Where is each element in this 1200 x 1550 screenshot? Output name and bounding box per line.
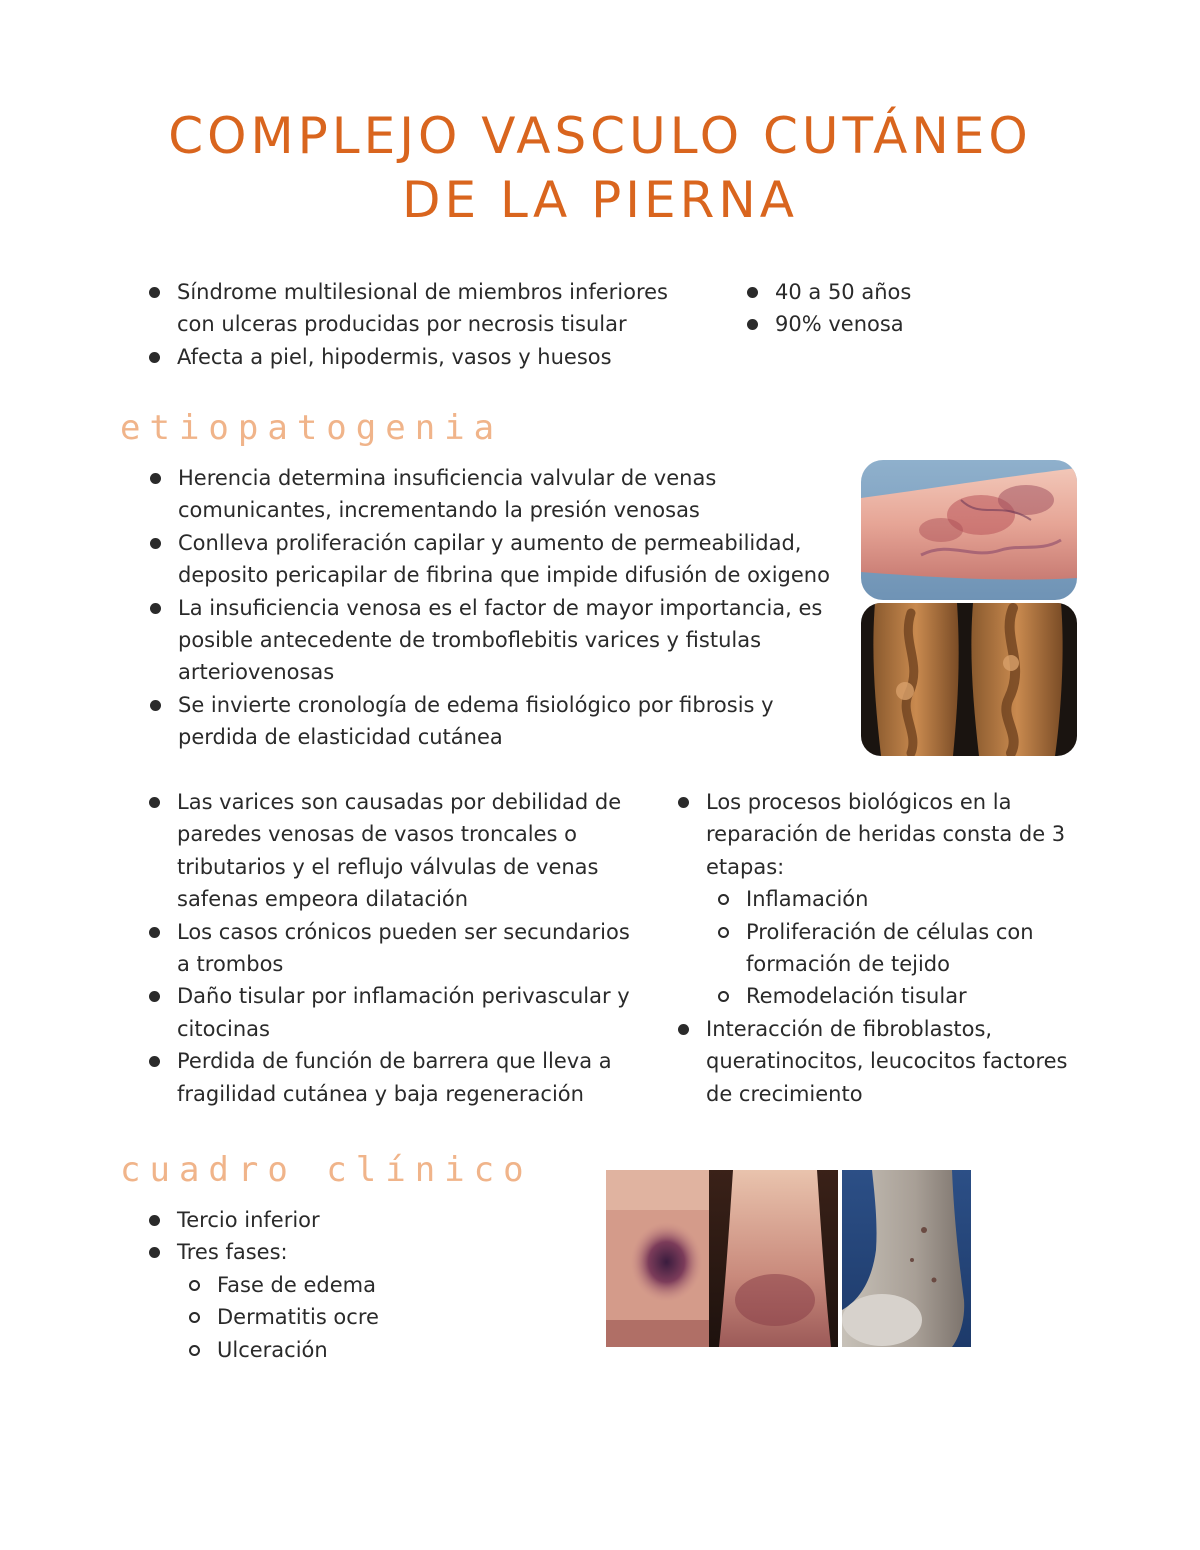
- photo-ulceracion-image: [842, 1170, 971, 1347]
- photo-dermatitis-ocre: [709, 1170, 838, 1347]
- photo-arm-varicose-image: [861, 460, 1077, 600]
- title-line-1: COMPLEJO VASCULO CUTÁNEO: [168, 107, 1032, 165]
- list-item: Las varices son causadas por debilidad de paredes venosas de vasos troncales o tributarios y el reflujo válvulas de venas safenas empeora dilatación: [147, 786, 647, 916]
- etiopatogenia-list: [148, 462, 848, 754]
- photo-dermatitis-ocre-image: [709, 1170, 838, 1347]
- healing-list: [676, 786, 1076, 1110]
- photo-legs-varices-image: [861, 603, 1077, 756]
- photo-ulceracion: [842, 1170, 971, 1347]
- photo-edema-leg: [606, 1170, 709, 1347]
- list-item: Perdida de función de barrera que lleva a fragilidad cutánea y baja regeneración: [147, 1045, 647, 1110]
- list-item: Herencia determina insuficiencia valvular de venas comunicantes, incrementando la presión venosas: [148, 462, 848, 527]
- list-item: Interacción de fibroblastos, queratinocitos, leucocitos factores de crecimiento: [676, 1013, 1076, 1110]
- list-item: Síndrome multilesional de miembros inferiores con ulceras producidas por necrosis tisular: [147, 276, 707, 341]
- list-item: 90% venosa: [745, 308, 1045, 340]
- list-item: Los casos crónicos pueden ser secundarios a trombos: [147, 916, 647, 981]
- sub-list-item: Inflamación: [706, 883, 1076, 915]
- photo-arm-varicose: [861, 460, 1077, 600]
- fases-list: [177, 1269, 567, 1366]
- photo-legs-varices: [861, 603, 1077, 756]
- sub-list-item: Dermatitis ocre: [177, 1301, 567, 1333]
- sub-list-item: Proliferación de células con formación de tejido: [706, 916, 1076, 981]
- cuadro-clinico-list: [147, 1204, 567, 1366]
- varices-list: [147, 786, 647, 1110]
- list-item: La insuficiencia venosa es el factor de mayor importancia, es posible antecedente de tromboflebitis varices y fistulas arteriovenosas: [148, 592, 848, 689]
- list-item: [147, 1236, 567, 1366]
- intro-stats-list: [745, 276, 1045, 341]
- sub-list-item: Ulceración: [177, 1334, 567, 1366]
- list-item-text: Tres fases:: [177, 1240, 288, 1265]
- list-item-text: Los procesos biológicos en la reparación de heridas consta de 3 etapas:: [706, 790, 1066, 879]
- intro-list: [147, 276, 707, 373]
- list-item: Daño tisular por inflamación perivascular y citocinas: [147, 980, 647, 1045]
- list-item: Afecta a piel, hipodermis, vasos y huesos: [147, 341, 707, 373]
- page-title: [0, 104, 1200, 232]
- sub-list-item: Fase de edema: [177, 1269, 567, 1301]
- list-item: Se invierte cronología de edema fisiológico por fibrosis y perdida de elasticidad cutánea: [148, 689, 848, 754]
- title-line-2: DE LA PIERNA: [402, 171, 798, 229]
- section-heading-cuadro-clinico: cuadro clínico: [120, 1150, 533, 1190]
- list-item: Conlleva proliferación capilar y aumento de permeabilidad, deposito pericapilar de fibrina que impide difusión de oxigeno: [148, 527, 848, 592]
- section-heading-etiopatogenia: etiopatogenia: [120, 408, 504, 448]
- healing-stages-list: [706, 883, 1076, 1013]
- list-item: [676, 786, 1076, 1013]
- list-item: Tercio inferior: [147, 1204, 567, 1236]
- sub-list-item: Remodelación tisular: [706, 980, 1076, 1012]
- photo-edema-leg-image: [606, 1170, 709, 1347]
- list-item: 40 a 50 años: [745, 276, 1045, 308]
